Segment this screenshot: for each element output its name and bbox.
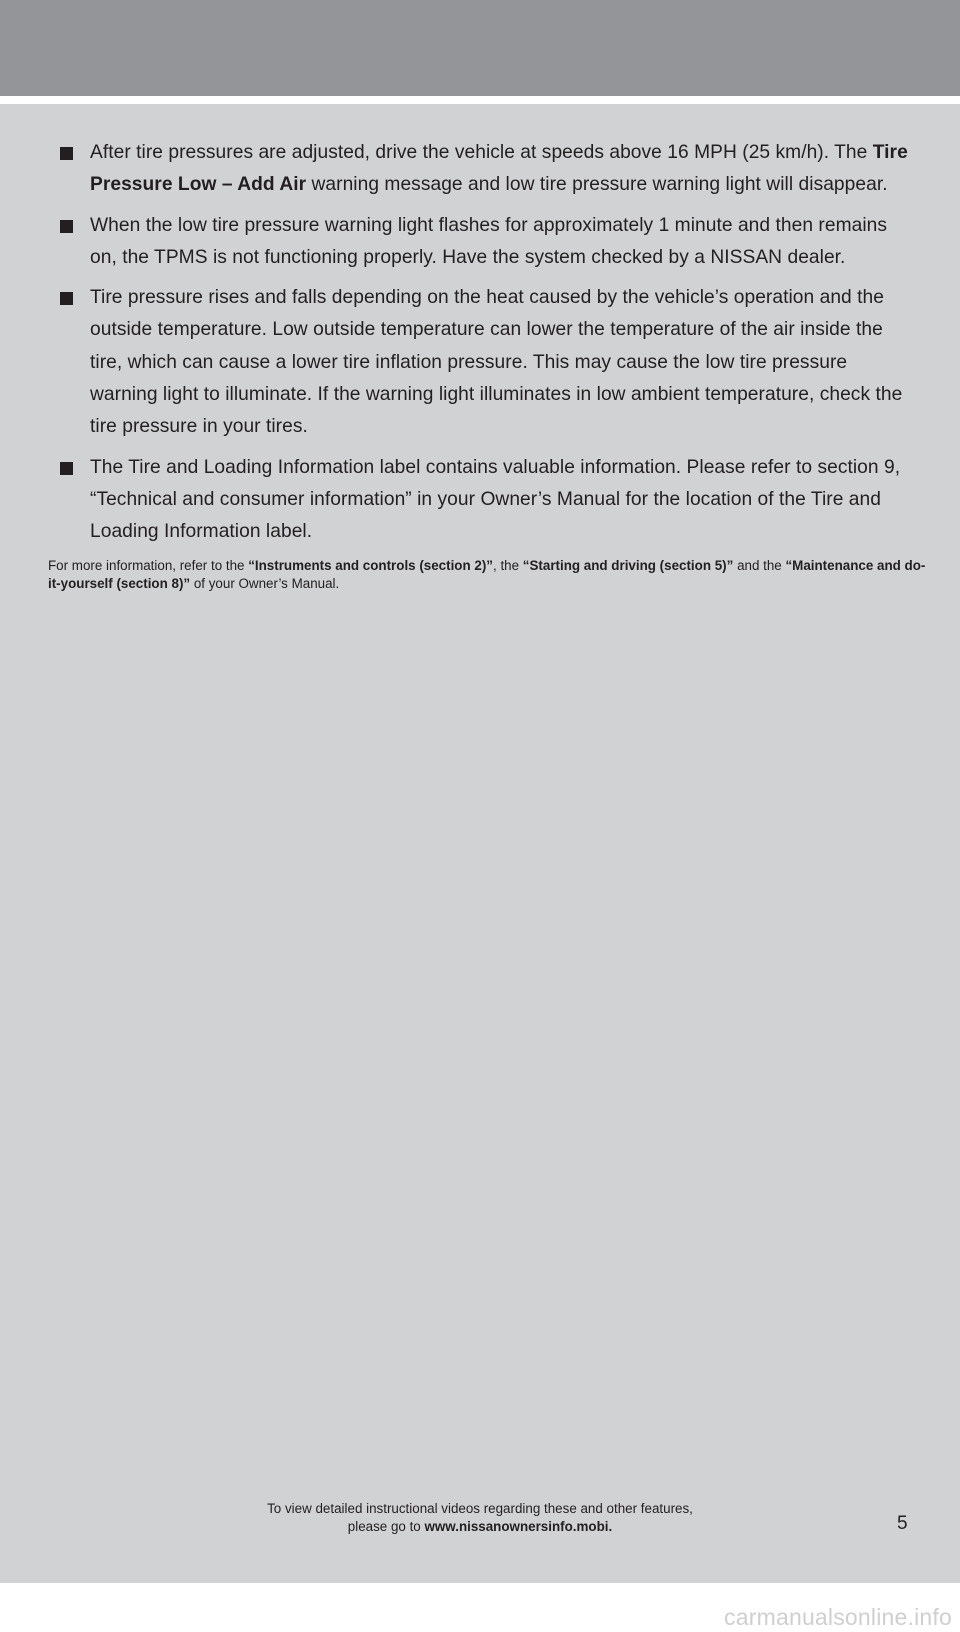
- square-bullet-icon: [60, 147, 73, 160]
- footer-line-2-prefix: please go to: [347, 1519, 425, 1534]
- bullet-text: warning message and low tire pressure warning light will disappear.: [306, 174, 888, 196]
- header-band: [0, 0, 960, 96]
- bullet-item-drive-after-adjust: [60, 137, 918, 202]
- section-reference-starting: “Starting and driving (section 5)”: [522, 558, 734, 573]
- more-info-suffix: of your Owner’s Manual.: [190, 576, 340, 591]
- square-bullet-icon: [60, 220, 73, 233]
- bullet-item-temperature: [60, 282, 918, 443]
- square-bullet-icon: [60, 462, 73, 475]
- bullet-text: When the low tire pressure warning light flashes for approximately 1 minute and then remains on, the TPMS is not functioning properly. Have the system checked by a NISSAN dealer.: [90, 214, 888, 268]
- section-reference-instruments: “Instruments and controls (section 2)”: [248, 558, 493, 573]
- footer-url-link[interactable]: www.nissanownersinfo.mobi.: [424, 1519, 613, 1534]
- bullet-text: After tire pressures are adjusted, drive the vehicle at speeds above 16 MPH (25 km/h). The: [90, 142, 873, 163]
- bullet-text: Tire pressure rises and falls depending on the heat caused by the vehicle’s operation and the outside temperature. Low outside temperature can lower the temperature of the air inside the tire, which can cause a lower tire inflation pressure. This may cause the low tire pressure warning light to illuminate. If the warning light illuminates in low ambient temperature, check the tire pressure in your tires.: [90, 287, 903, 438]
- section-reference-maintenance: “Maintenance and do-it-yourself (section 8)”: [48, 558, 926, 591]
- footer-line-1: To view detailed instructional videos regarding these and other features,: [267, 1501, 693, 1516]
- square-bullet-icon: [60, 292, 73, 305]
- bullet-item-light-flashes: [60, 210, 918, 275]
- page-number: 5: [897, 1513, 908, 1534]
- footer-note: [180, 1500, 780, 1536]
- bullet-text: The Tire and Loading Information label contains valuable information. Please refer to section 9, “Technical and consumer information” in your Owner’s Manual for the location of the Tire and Loading Information label.: [90, 456, 901, 543]
- more-info-separator: and the: [733, 558, 786, 573]
- warning-message-name: Tire Pressure Low – Add Air: [90, 142, 908, 196]
- more-info-paragraph: [48, 557, 928, 593]
- watermark: carmanualsonline.info: [724, 1604, 952, 1630]
- more-info-separator: , the: [493, 558, 523, 573]
- more-info-prefix: For more information, refer to the: [48, 558, 249, 573]
- bullet-item-loading-label: [60, 452, 918, 549]
- bullet-list: [60, 137, 918, 557]
